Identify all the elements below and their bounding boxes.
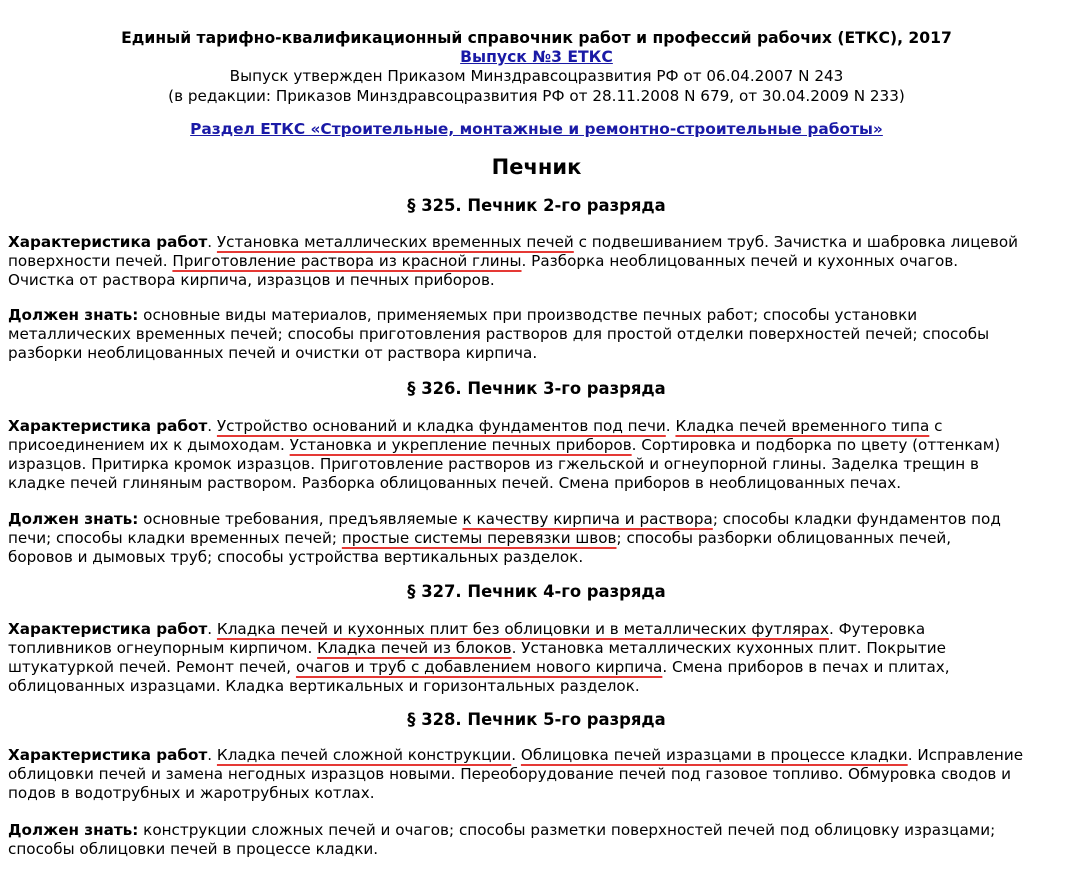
text-line: разборки необлицованных печей и очистки от раствора кирпича. xyxy=(8,344,538,362)
text-span: . xyxy=(207,746,217,764)
must-know-label: Должен знать: xyxy=(8,510,139,528)
must-know-label: Должен знать: xyxy=(8,306,139,324)
text-span: ; способы разборки облицованных печей, xyxy=(616,529,952,547)
text-span: . xyxy=(207,417,217,435)
text-span: . Исправление xyxy=(907,746,1024,764)
text-line xyxy=(8,639,1068,658)
text-span: . Разборка необлицованных печей и кухонных очагов. xyxy=(521,252,959,270)
text-line xyxy=(8,529,1068,548)
text-span: . xyxy=(665,417,676,435)
characteristics-label: Характеристика работ xyxy=(8,233,208,251)
text-span: с подвешиванием труб. Зачистка и шабровка лицевой xyxy=(573,233,1018,251)
text-line: металлических временных печей; способы приготовления растворов для простой отделки поверхностей печей; способы xyxy=(8,325,990,343)
text-span: печи; способы кладки временных печей; xyxy=(8,529,342,547)
text-line: изразцов. Притирка кромок изразцов. Приготовление растворов из гжельской и огнеупорной глины. Заделка трещин в xyxy=(8,455,979,473)
approval-note: Выпуск утвержден Приказом Минздравсоцразвития РФ от 06.04.2007 N 243 xyxy=(229,67,844,85)
text-span: . Смена приборов в печах и плитах, xyxy=(662,658,950,676)
text-span: ; способы кладки фундаментов под xyxy=(712,510,1001,528)
characteristics-327 xyxy=(8,620,1068,696)
text-span: . Футеровка xyxy=(828,620,926,638)
highlighted-phrase: Кладка печей и кухонных плит без облицовки и в металлических футлярах xyxy=(216,620,829,638)
text-span: . xyxy=(207,233,217,251)
must-know-label: Должен знать: xyxy=(8,821,139,839)
highlighted-phrase: Кладка печей временного типа xyxy=(675,417,930,435)
highlighted-phrase: Установка металлических временных печей xyxy=(216,233,574,251)
text-line xyxy=(8,746,1068,765)
text-line: кладке печей глиняным раствором. Разборка облицованных печей. Смена приборов в необлицованных печах. xyxy=(8,474,902,492)
characteristics-label: Характеристика работ xyxy=(8,620,208,638)
text-line xyxy=(8,252,1068,271)
grade-heading-325: § 325. Печник 2-го разряда xyxy=(407,196,666,215)
text-span: . Установка металлических кухонных плит. Покрытие xyxy=(511,639,946,657)
characteristics-label: Характеристика работ xyxy=(8,746,208,764)
issue-link[interactable]: Выпуск №3 ЕТКС xyxy=(460,48,613,66)
text-line xyxy=(8,620,1068,639)
grade-heading-327: § 327. Печник 4-го разряда xyxy=(407,582,666,601)
highlighted-phrase: Кладка печей из блоков xyxy=(317,639,512,657)
must-know-325 xyxy=(8,306,1068,363)
must-know-326 xyxy=(8,510,1068,567)
text-span: с xyxy=(929,417,943,435)
text-span: основные виды материалов, применяемых при производстве печных работ; способы установки xyxy=(138,306,918,324)
characteristics-326 xyxy=(8,417,1068,493)
text-line xyxy=(8,510,1068,529)
must-know-328 xyxy=(8,821,1068,859)
grade-heading-328: § 328. Печник 5-го разряда xyxy=(407,710,666,729)
text-line: подов в водотрубных и жаротрубных котлах. xyxy=(8,784,375,802)
highlighted-phrase: Устройство оснований и кладка фундаментов под печи xyxy=(216,417,666,435)
highlighted-phrase: Кладка печей сложной конструкции xyxy=(216,746,512,764)
text-line xyxy=(8,436,1068,455)
text-line: облицовки печей и замена негодных изразцов новыми. Переоборудование печей под газовое топливо. Обмуровка сводов и xyxy=(8,765,1012,783)
highlighted-phrase: простые системы перевязки швов xyxy=(341,529,617,547)
text-span: . xyxy=(511,746,521,764)
text-span: присоединением их к дымоходам. xyxy=(8,436,290,454)
highlighted-phrase: Установка и укрепление печных приборов xyxy=(289,436,632,454)
highlighted-phrase: к качеству кирпича и раствора xyxy=(462,510,713,528)
grade-heading-326: § 326. Печник 3-го разряда xyxy=(407,379,666,398)
text-span: поверхности печей. xyxy=(8,252,173,270)
text-line xyxy=(8,658,1068,677)
text-line: облицованных изразцами. Кладка вертикальных и горизонтальных разделок. xyxy=(8,677,640,695)
characteristics-325 xyxy=(8,233,1068,290)
text-line: Очистка от раствора кирпича, изразцов и печных приборов. xyxy=(8,271,495,289)
profession-title: Печник xyxy=(491,155,582,179)
edition-note: (в редакции: Приказов Минздравсоцразвития РФ от 28.11.2008 N 679, от 30.04.2009 N 233) xyxy=(168,87,905,105)
characteristics-label: Характеристика работ xyxy=(8,417,208,435)
section-link[interactable]: Раздел ЕТКС «Строительные, монтажные и ремонтно-строительные работы» xyxy=(190,120,883,138)
text-span: основные требования, предъявляемые xyxy=(138,510,463,528)
text-line: способы облицовки печей в процессе кладки. xyxy=(8,840,379,858)
text-span: конструкции сложных печей и очагов; способы разметки поверхностей печей под облицовку изразцами; xyxy=(138,821,996,839)
issue-link-container xyxy=(0,48,1073,67)
text-span: штукатуркой печей. Ремонт печей, xyxy=(8,658,296,676)
text-line xyxy=(8,417,1068,436)
text-line xyxy=(8,233,1068,252)
text-line xyxy=(8,821,1068,840)
characteristics-328 xyxy=(8,746,1068,803)
text-span: . Сортировка и подборка по цвету (оттенкам) xyxy=(631,436,1001,454)
highlighted-phrase: Приготовление раствора из красной глины xyxy=(172,252,522,270)
section-link-container xyxy=(0,120,1073,139)
text-span: . xyxy=(207,620,217,638)
document-title: Единый тарифно-квалификационный справочник работ и профессий рабочих (ЕТКС), 2017 xyxy=(121,29,952,47)
text-line: боровов и дымовых труб; способы устройства вертикальных разделок. xyxy=(8,548,584,566)
highlighted-phrase: очагов и труб с добавлением нового кирпича xyxy=(295,658,663,676)
text-span: топливников огнеупорным кирпичом. xyxy=(8,639,318,657)
highlighted-phrase: Облицовка печей изразцами в процессе кладки xyxy=(520,746,908,764)
text-line xyxy=(8,306,1068,325)
